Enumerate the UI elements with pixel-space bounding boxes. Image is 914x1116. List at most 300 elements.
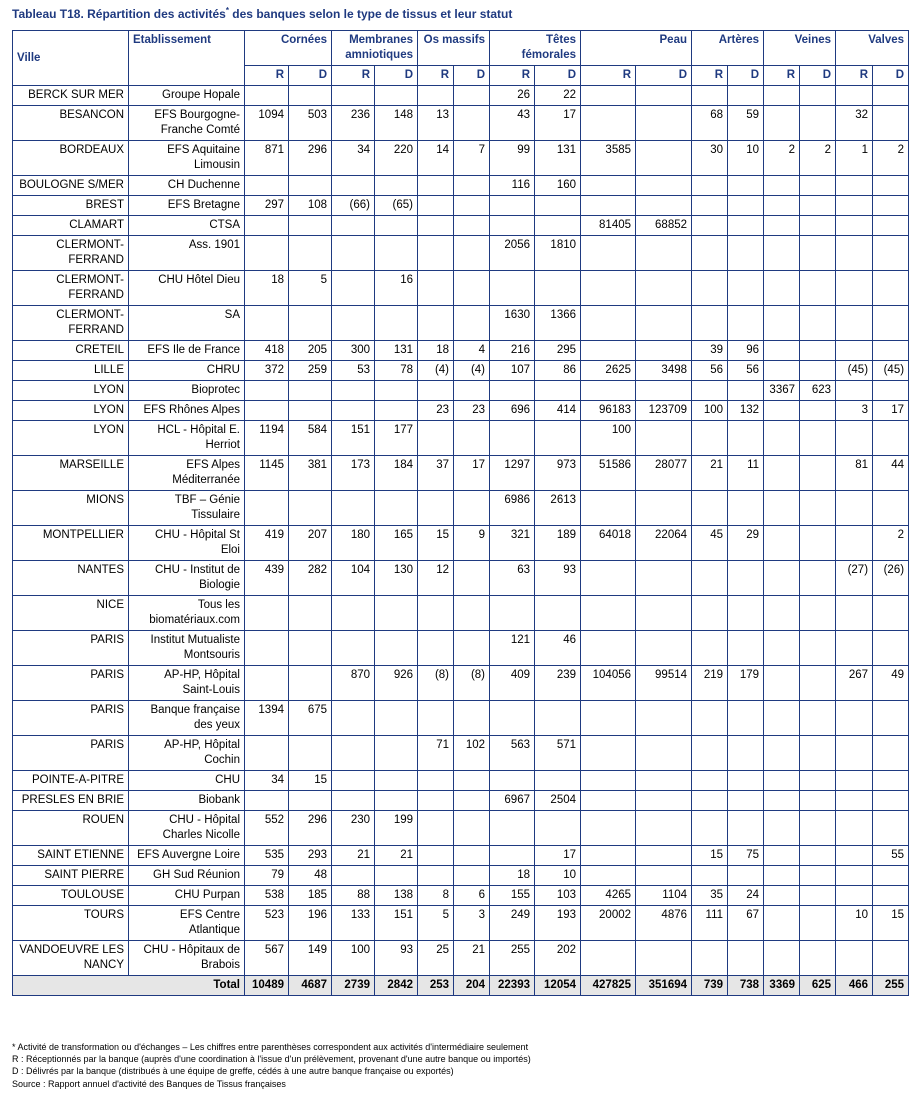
cell-value xyxy=(454,811,490,846)
cell-value xyxy=(289,236,332,271)
cell-value: 56 xyxy=(728,361,764,381)
cell-value: 2 xyxy=(873,526,909,561)
cell-value xyxy=(764,941,800,976)
cell-value xyxy=(873,791,909,811)
cell-value xyxy=(375,236,418,271)
cell-value xyxy=(581,791,636,811)
cell-value xyxy=(692,771,728,791)
cell-value xyxy=(728,811,764,846)
cell-value: 23 xyxy=(418,401,454,421)
cell-value xyxy=(289,631,332,666)
cell-value xyxy=(764,811,800,846)
cell-value xyxy=(836,236,873,271)
cell-value: 107 xyxy=(490,361,535,381)
cell-value: 23 xyxy=(454,401,490,421)
header-d: D xyxy=(535,66,581,86)
cell-value: 8 xyxy=(418,886,454,906)
cell-value: 132 xyxy=(728,401,764,421)
cell-value: 18 xyxy=(418,341,454,361)
cell-value xyxy=(800,456,836,491)
cell-value: 15 xyxy=(873,906,909,941)
cell-value xyxy=(289,791,332,811)
cell-value xyxy=(454,176,490,196)
cell-value xyxy=(764,866,800,886)
cell-value: 926 xyxy=(375,666,418,701)
cell-value: (26) xyxy=(873,561,909,596)
cell-ville: TOURS xyxy=(13,906,129,941)
header-etablissement: Etablissement xyxy=(129,31,245,86)
cell-value: 75 xyxy=(728,846,764,866)
table-row xyxy=(13,271,909,306)
cell-value xyxy=(728,701,764,736)
cell-value: 34 xyxy=(245,771,289,791)
cell-value: 29 xyxy=(728,526,764,561)
total-value: 739 xyxy=(692,976,728,996)
cell-value: 249 xyxy=(490,906,535,941)
cell-value xyxy=(332,631,375,666)
table-notes xyxy=(12,1041,908,1090)
cell-value xyxy=(636,941,692,976)
cell-etablissement: CHU - Hôpital Charles Nicolle xyxy=(129,811,245,846)
cell-value xyxy=(728,236,764,271)
cell-value xyxy=(454,791,490,811)
cell-etablissement: Groupe Hopale xyxy=(129,86,245,106)
cell-etablissement: CHU Purpan xyxy=(129,886,245,906)
cell-value: 10 xyxy=(535,866,581,886)
cell-value xyxy=(836,421,873,456)
cell-ville: LILLE xyxy=(13,361,129,381)
cell-value xyxy=(764,421,800,456)
cell-value xyxy=(800,526,836,561)
cell-value: 193 xyxy=(535,906,581,941)
cell-value xyxy=(332,736,375,771)
cell-value xyxy=(245,491,289,526)
cell-value xyxy=(636,631,692,666)
cell-value xyxy=(873,216,909,236)
cell-value xyxy=(692,631,728,666)
cell-value xyxy=(245,381,289,401)
cell-value xyxy=(581,736,636,771)
cell-value: 22 xyxy=(535,86,581,106)
note-line: D : Délivrés par la banque (distribués à une équipe de greffe, cédés à une autre banque française ou exportés) xyxy=(12,1066,454,1077)
cell-value xyxy=(728,216,764,236)
cell-value xyxy=(581,846,636,866)
cell-value xyxy=(490,596,535,631)
table-row xyxy=(13,811,909,846)
table-row xyxy=(13,701,909,736)
cell-value: 2625 xyxy=(581,361,636,381)
cell-value xyxy=(454,196,490,216)
cell-value: 219 xyxy=(692,666,728,701)
cell-value xyxy=(636,771,692,791)
cell-value xyxy=(418,381,454,401)
cell-value xyxy=(332,306,375,341)
cell-value xyxy=(728,596,764,631)
cell-value: 2 xyxy=(800,141,836,176)
cell-value xyxy=(728,271,764,306)
cell-value xyxy=(581,811,636,846)
cell-value xyxy=(800,561,836,596)
cell-value xyxy=(800,106,836,141)
total-value: 351694 xyxy=(636,976,692,996)
cell-value xyxy=(636,176,692,196)
cell-value xyxy=(636,341,692,361)
table-row xyxy=(13,596,909,631)
cell-value xyxy=(454,596,490,631)
cell-value xyxy=(764,736,800,771)
cell-value: 6967 xyxy=(490,791,535,811)
cell-value: 121 xyxy=(490,631,535,666)
cell-value xyxy=(692,596,728,631)
cell-value: 205 xyxy=(289,341,332,361)
activity-table xyxy=(12,30,909,996)
cell-ville: CLERMONT-FERRAND xyxy=(13,236,129,271)
cell-value xyxy=(245,176,289,196)
cell-value: 10 xyxy=(836,906,873,941)
cell-value xyxy=(873,631,909,666)
cell-value: 14 xyxy=(418,141,454,176)
table-row xyxy=(13,491,909,526)
cell-value xyxy=(836,216,873,236)
cell-value xyxy=(692,381,728,401)
cell-value xyxy=(454,421,490,456)
cell-value xyxy=(418,176,454,196)
cell-value xyxy=(289,736,332,771)
table-row xyxy=(13,216,909,236)
cell-value: 28077 xyxy=(636,456,692,491)
cell-value xyxy=(873,491,909,526)
cell-value xyxy=(692,271,728,306)
cell-value xyxy=(800,421,836,456)
header-r: R xyxy=(836,66,873,86)
table-row xyxy=(13,561,909,596)
cell-value: 21 xyxy=(332,846,375,866)
cell-etablissement: EFS Ile de France xyxy=(129,341,245,361)
cell-ville: CLAMART xyxy=(13,216,129,236)
cell-ville: MARSEILLE xyxy=(13,456,129,491)
cell-value xyxy=(764,306,800,341)
cell-value xyxy=(332,271,375,306)
cell-value xyxy=(332,216,375,236)
cell-value xyxy=(800,666,836,701)
cell-value xyxy=(636,561,692,596)
cell-value xyxy=(454,381,490,401)
cell-value: 21 xyxy=(454,941,490,976)
cell-etablissement: EFS Centre Atlantique xyxy=(129,906,245,941)
cell-value: 2613 xyxy=(535,491,581,526)
cell-value: 259 xyxy=(289,361,332,381)
table-row xyxy=(13,941,909,976)
cell-value xyxy=(418,421,454,456)
cell-value xyxy=(535,811,581,846)
cell-value: 220 xyxy=(375,141,418,176)
cell-ville: NICE xyxy=(13,596,129,631)
cell-value: 111 xyxy=(692,906,728,941)
cell-ville: CRETEIL xyxy=(13,341,129,361)
cell-etablissement: CHU - Hôpitaux de Brabois xyxy=(129,941,245,976)
cell-value: 46 xyxy=(535,631,581,666)
cell-etablissement: EFS Rhônes Alpes xyxy=(129,401,245,421)
table-row xyxy=(13,86,909,106)
cell-value: 151 xyxy=(332,421,375,456)
cell-value xyxy=(418,771,454,791)
cell-value xyxy=(332,771,375,791)
cell-value: 100 xyxy=(581,421,636,456)
cell-value xyxy=(490,771,535,791)
note-line: R : Réceptionnés par la banque (auprès d'une coordination à l'issue d'un prélèvement, provenant d'une autre banque ou importés) xyxy=(12,1054,531,1065)
cell-value xyxy=(873,306,909,341)
cell-value: 3 xyxy=(454,906,490,941)
cell-value: 116 xyxy=(490,176,535,196)
cell-value xyxy=(728,866,764,886)
cell-value: 409 xyxy=(490,666,535,701)
cell-value: 104056 xyxy=(581,666,636,701)
cell-value: 63 xyxy=(490,561,535,596)
header-group: Membranes amniotiques xyxy=(332,31,418,66)
cell-value xyxy=(692,701,728,736)
cell-value xyxy=(581,701,636,736)
cell-value xyxy=(289,176,332,196)
table-row xyxy=(13,381,909,401)
header-d: D xyxy=(375,66,418,86)
cell-value: 282 xyxy=(289,561,332,596)
cell-value xyxy=(836,941,873,976)
header-group: Os massifs xyxy=(418,31,490,66)
cell-value: (4) xyxy=(454,361,490,381)
cell-ville: NANTES xyxy=(13,561,129,596)
cell-value: 55 xyxy=(873,846,909,866)
cell-value xyxy=(836,176,873,196)
cell-value xyxy=(800,401,836,421)
cell-value xyxy=(728,561,764,596)
cell-value xyxy=(692,86,728,106)
cell-value xyxy=(836,271,873,306)
cell-value xyxy=(692,866,728,886)
cell-ville: ROUEN xyxy=(13,811,129,846)
total-value: 22393 xyxy=(490,976,535,996)
cell-value: 10 xyxy=(728,141,764,176)
header-group: Artères xyxy=(692,31,764,66)
cell-value: 108 xyxy=(289,196,332,216)
cell-value xyxy=(800,906,836,941)
cell-value xyxy=(535,701,581,736)
cell-value xyxy=(873,866,909,886)
table-row xyxy=(13,176,909,196)
cell-value xyxy=(332,401,375,421)
cell-value xyxy=(245,791,289,811)
cell-value: 3 xyxy=(836,401,873,421)
total-value: 427825 xyxy=(581,976,636,996)
cell-value xyxy=(692,196,728,216)
cell-value: 1094 xyxy=(245,106,289,141)
cell-value: 100 xyxy=(332,941,375,976)
cell-value xyxy=(490,421,535,456)
header-d: D xyxy=(454,66,490,86)
note-line: * Activité de transformation ou d'échanges – Les chiffres entre parenthèses correspondent aux activités d'intermédiaire seulement xyxy=(12,1042,529,1052)
cell-value xyxy=(289,666,332,701)
total-value: 466 xyxy=(836,976,873,996)
cell-etablissement: CHU Hôtel Dieu xyxy=(129,271,245,306)
cell-value xyxy=(728,631,764,666)
cell-value xyxy=(764,401,800,421)
cell-value xyxy=(873,271,909,306)
table-row xyxy=(13,846,909,866)
cell-value xyxy=(836,866,873,886)
cell-value xyxy=(418,846,454,866)
cell-value xyxy=(332,866,375,886)
cell-value xyxy=(375,491,418,526)
cell-value: 15 xyxy=(289,771,332,791)
cell-value: 49 xyxy=(873,666,909,701)
cell-value xyxy=(873,811,909,846)
cell-value xyxy=(873,86,909,106)
cell-value: 104 xyxy=(332,561,375,596)
cell-value xyxy=(728,421,764,456)
cell-value xyxy=(581,86,636,106)
cell-value xyxy=(800,236,836,271)
cell-value: 2056 xyxy=(490,236,535,271)
cell-value: 30 xyxy=(692,141,728,176)
total-value: 4687 xyxy=(289,976,332,996)
cell-value: 973 xyxy=(535,456,581,491)
cell-value: 293 xyxy=(289,846,332,866)
cell-value xyxy=(800,596,836,631)
cell-value: (45) xyxy=(836,361,873,381)
cell-value: 17 xyxy=(873,401,909,421)
cell-value xyxy=(873,341,909,361)
cell-value: 571 xyxy=(535,736,581,771)
cell-value xyxy=(418,491,454,526)
cell-value xyxy=(454,86,490,106)
cell-value xyxy=(581,381,636,401)
cell-value xyxy=(800,886,836,906)
cell-value: 64018 xyxy=(581,526,636,561)
cell-value xyxy=(728,736,764,771)
cell-value xyxy=(636,381,692,401)
cell-value xyxy=(764,216,800,236)
cell-value xyxy=(581,866,636,886)
cell-value xyxy=(764,791,800,811)
cell-etablissement: CHU xyxy=(129,771,245,791)
cell-value xyxy=(692,811,728,846)
cell-value xyxy=(581,106,636,141)
cell-value xyxy=(873,736,909,771)
cell-value xyxy=(375,596,418,631)
cell-etablissement: HCL - Hôpital E. Herriot xyxy=(129,421,245,456)
cell-value xyxy=(418,791,454,811)
total-value: 738 xyxy=(728,976,764,996)
cell-value: 6 xyxy=(454,886,490,906)
total-value: 2842 xyxy=(375,976,418,996)
cell-value xyxy=(581,491,636,526)
cell-ville: MONTPELLIER xyxy=(13,526,129,561)
cell-value: (27) xyxy=(836,561,873,596)
cell-value xyxy=(418,236,454,271)
total-value: 12054 xyxy=(535,976,581,996)
cell-value xyxy=(836,736,873,771)
cell-value: 535 xyxy=(245,846,289,866)
cell-value xyxy=(764,196,800,216)
cell-value: 5 xyxy=(418,906,454,941)
cell-value xyxy=(418,701,454,736)
cell-value: (45) xyxy=(873,361,909,381)
cell-value xyxy=(375,631,418,666)
cell-value xyxy=(873,941,909,976)
cell-value: 3585 xyxy=(581,141,636,176)
cell-value xyxy=(764,271,800,306)
cell-value xyxy=(375,791,418,811)
cell-value xyxy=(289,381,332,401)
cell-value: 102 xyxy=(454,736,490,771)
cell-value: 3498 xyxy=(636,361,692,381)
cell-value xyxy=(836,306,873,341)
cell-value: 11 xyxy=(728,456,764,491)
cell-value: 2 xyxy=(764,141,800,176)
table-row xyxy=(13,341,909,361)
cell-value xyxy=(490,271,535,306)
header-group: Valves xyxy=(836,31,909,66)
cell-value xyxy=(454,701,490,736)
cell-value xyxy=(692,791,728,811)
cell-value xyxy=(375,306,418,341)
cell-value xyxy=(764,906,800,941)
cell-value xyxy=(728,941,764,976)
cell-value: 696 xyxy=(490,401,535,421)
header-group: Peau xyxy=(581,31,692,66)
cell-etablissement: CHRU xyxy=(129,361,245,381)
cell-value xyxy=(490,216,535,236)
cell-value xyxy=(454,491,490,526)
cell-value xyxy=(764,176,800,196)
total-value: 10489 xyxy=(245,976,289,996)
cell-value xyxy=(454,771,490,791)
cell-value xyxy=(800,846,836,866)
cell-value xyxy=(764,886,800,906)
cell-value xyxy=(728,491,764,526)
cell-value: 68 xyxy=(692,106,728,141)
cell-ville: VANDOEUVRE LES NANCY xyxy=(13,941,129,976)
total-value: 255 xyxy=(873,976,909,996)
cell-value xyxy=(800,196,836,216)
cell-value xyxy=(636,866,692,886)
cell-ville: LYON xyxy=(13,381,129,401)
cell-value xyxy=(636,846,692,866)
cell-etablissement: EFS Alpes Méditerranée xyxy=(129,456,245,491)
cell-ville: LYON xyxy=(13,421,129,456)
cell-value xyxy=(728,791,764,811)
cell-value xyxy=(800,216,836,236)
cell-value xyxy=(418,596,454,631)
cell-value: 81 xyxy=(836,456,873,491)
table-row xyxy=(13,456,909,491)
cell-value: 93 xyxy=(535,561,581,596)
cell-value xyxy=(454,306,490,341)
cell-ville: PARIS xyxy=(13,736,129,771)
cell-value: 295 xyxy=(535,341,581,361)
cell-value: 179 xyxy=(728,666,764,701)
cell-value xyxy=(764,236,800,271)
cell-value xyxy=(535,421,581,456)
cell-value xyxy=(636,491,692,526)
cell-value xyxy=(764,86,800,106)
cell-value xyxy=(873,176,909,196)
total-value: 3369 xyxy=(764,976,800,996)
cell-value: 13 xyxy=(418,106,454,141)
cell-value: 131 xyxy=(375,341,418,361)
table-row xyxy=(13,906,909,941)
cell-etablissement: Banque française des yeux xyxy=(129,701,245,736)
cell-value xyxy=(764,631,800,666)
